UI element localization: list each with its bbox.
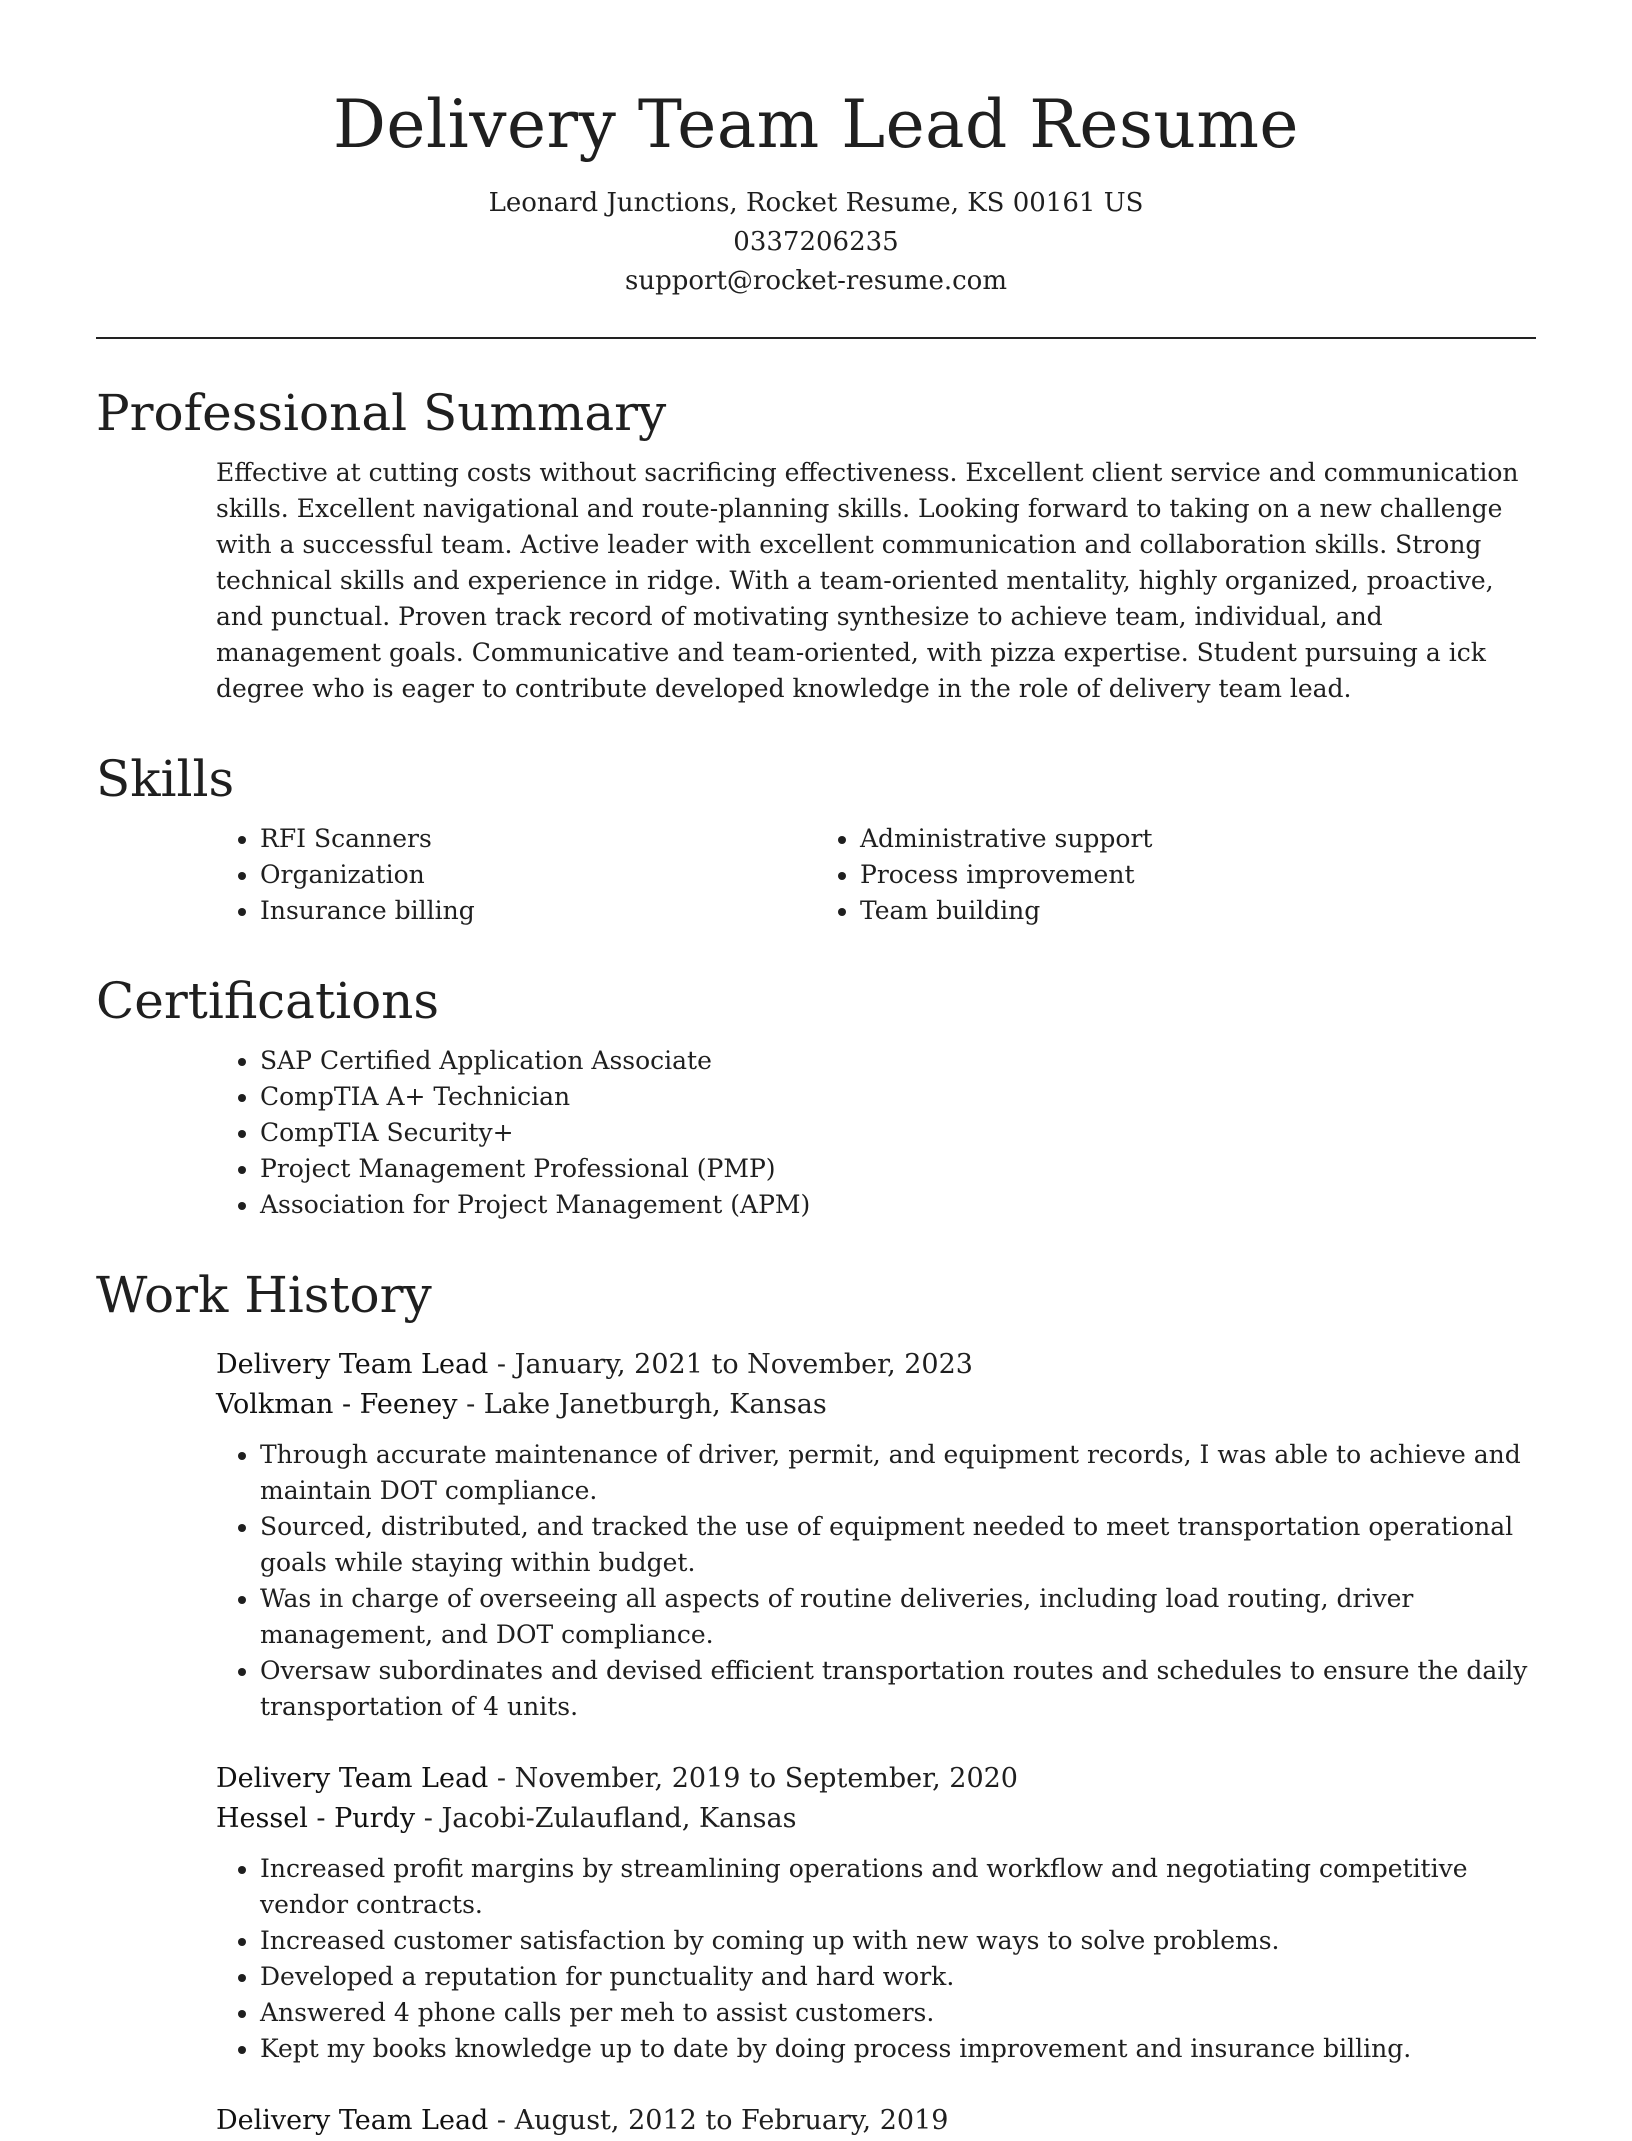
skill-item: • RFI Scanners	[260, 821, 816, 857]
certification-item: • CompTIA Security+	[260, 1115, 1536, 1151]
skill-item: • Process improvement	[860, 857, 1536, 893]
skills-grid	[96, 821, 1536, 929]
header-divider	[96, 337, 1536, 339]
contact-address: Leonard Junctions, Rocket Resume, KS 00161 US	[488, 188, 1144, 218]
skill-item: • Administrative support	[860, 821, 1536, 857]
certification-item: • SAP Certified Application Associate	[260, 1043, 1536, 1079]
job-company: Hessel - Purdy	[216, 1803, 416, 1834]
job-dates: January, 2021 to November, 2023	[514, 1349, 973, 1380]
contact-block	[96, 184, 1536, 301]
skill-item: • Organization	[260, 857, 816, 893]
job-bullets	[96, 1851, 1536, 2067]
job-bullets	[96, 1437, 1536, 1725]
job-bullet: • Was in charge of overseeing all aspects of routine deliveries, including load routing, driver management, and DOT compliance.	[260, 1581, 1536, 1653]
skills-list-right	[816, 821, 1536, 929]
certification-item: • CompTIA A+ Technician	[260, 1079, 1536, 1115]
job-bullet: • Kept my books knowledge up to date by doing process improvement and insurance billing.	[260, 2031, 1536, 2067]
summary-text: Effective at cutting costs without sacrificing effectiveness. Excellent client service and communication skills. Excellent navigational and route-planning skills. Looking forward to taking on a new challenge with a successful team. Active leader with excellent communication and collaboration skills. Strong technical skills and experience in ridge. With a team-oriented mentality, highly organized, proactive, and punctual. Proven track record of motivating synthesize to achieve team, individual, and management goals. Communicative and team-oriented, with pizza expertise. Student pursuing a ick degree who is eager to contribute developed knowledge in the role of delivery team lead.	[216, 458, 1519, 703]
job-entry	[96, 1759, 1536, 2067]
job-bullet: • Answered 4 phone calls per meh to assist customers.	[260, 1995, 1536, 2031]
contact-email: support@rocket-resume.com	[624, 266, 1007, 296]
skill-item: • Insurance billing	[260, 893, 816, 929]
skills-list-left	[96, 821, 816, 929]
contact-phone: 0337206235	[733, 227, 899, 257]
summary-heading: Professional Summary	[96, 384, 667, 442]
work-history-heading: Work History	[96, 1266, 432, 1324]
summary-section	[96, 381, 1536, 707]
job-title: Delivery Team Lead	[216, 1763, 489, 1794]
resume-header	[96, 0, 1536, 301]
job-bullet: • Increased profit margins by streamlining operations and workflow and negotiating competitive vendor contracts.	[260, 1851, 1536, 1923]
job-bullet: • Developed a reputation for punctuality and hard work.	[260, 1959, 1536, 1995]
job-location: Lake Janetburgh, Kansas	[483, 1389, 827, 1420]
job-dates: August, 2012 to February, 2019	[514, 2105, 949, 2136]
certification-item: • Project Management Professional (PMP)	[260, 1151, 1536, 1187]
skill-item: • Team building	[860, 893, 1536, 929]
job-title-line: Delivery Team Lead - November, 2019 to September, 2020	[216, 1763, 1018, 1794]
job-bullet: • Through accurate maintenance of driver, permit, and equipment records, I was able to achieve and maintain DOT compliance.	[260, 1437, 1536, 1509]
certification-item: • Association for Project Management (APM)	[260, 1187, 1536, 1223]
job-bullet: • Oversaw subordinates and devised efficient transportation routes and schedules to ensure the daily transportation of 4 units.	[260, 1653, 1536, 1725]
job-title-line: Delivery Team Lead - August, 2012 to February, 2019	[216, 2105, 949, 2136]
job-dates: November, 2019 to September, 2020	[514, 1763, 1018, 1794]
certifications-heading: Certifications	[96, 972, 440, 1030]
job-company-line: Volkman - Feeney - Lake Janetburgh, Kansas	[216, 1389, 827, 1420]
job-title-line: Delivery Team Lead - January, 2021 to November, 2023	[216, 1349, 973, 1380]
job-company: Volkman - Feeney	[216, 1389, 458, 1420]
job-title: Delivery Team Lead	[216, 1349, 489, 1380]
skills-heading: Skills	[96, 750, 235, 808]
certifications-section	[96, 969, 1536, 1223]
job-entry	[96, 2101, 1536, 2141]
resume-title: Delivery Team Lead Resume	[333, 86, 1299, 163]
work-history-section	[96, 1263, 1536, 2141]
job-entry	[96, 1345, 1536, 1725]
job-bullet: • Sourced, distributed, and tracked the use of equipment needed to meet transportation operational goals while staying within budget.	[260, 1509, 1536, 1581]
job-location: Jacobi-Zulaufland, Kansas	[441, 1803, 797, 1834]
job-company-line: Hessel - Purdy - Jacobi-Zulaufland, Kansas	[216, 1803, 797, 1834]
job-title: Delivery Team Lead	[216, 2105, 489, 2136]
job-bullet: • Increased customer satisfaction by coming up with new ways to solve problems.	[260, 1923, 1536, 1959]
certifications-list	[96, 1043, 1536, 1223]
skills-section	[96, 747, 1536, 929]
